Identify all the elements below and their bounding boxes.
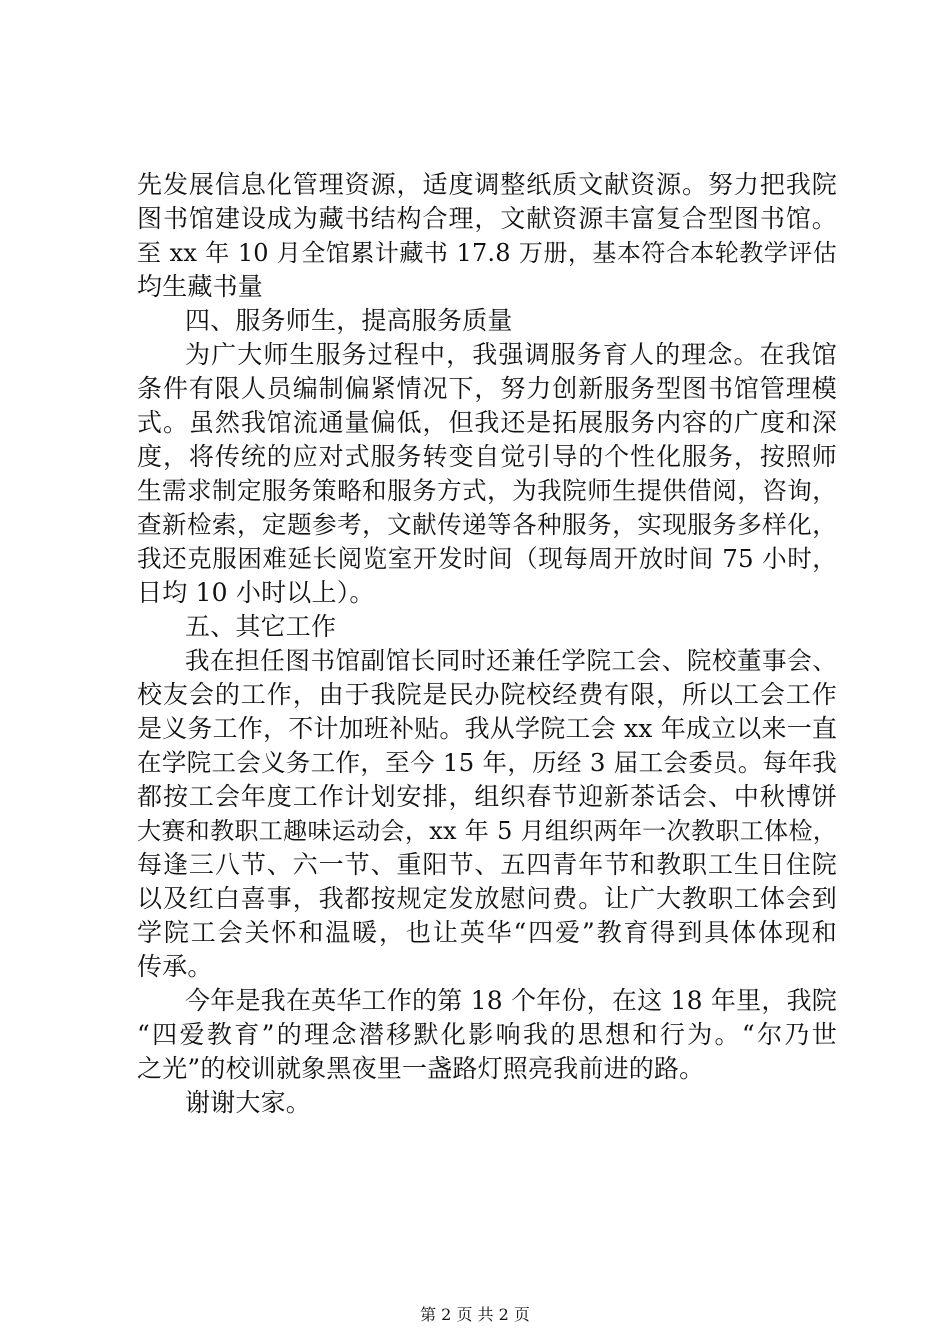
text-line: 大赛和教职工趣味运动会，xx 年 5 月组织两年一次教职工体检， <box>137 817 837 845</box>
page-footer: 第 2 页 共 2 页 <box>420 1305 530 1324</box>
text-line: 在学院工会义务工作，至今 15 年，历经 3 届工会委员。每年我 <box>137 748 837 777</box>
text-line: 每逢三八节、六一节、重阳节、五四青年节和教职工生日住院 <box>137 850 837 879</box>
text-line: 我在担任图书馆副馆长同时还兼任学院工会、院校董事会、 <box>185 646 837 675</box>
text-line: 五、其它工作 <box>185 612 337 641</box>
document-body <box>137 168 837 1120</box>
text-line: 学院工会关怀和温暖，也让英华“四爱”教育得到具体体现和 <box>137 918 837 947</box>
text-line: “四爱教育”的理念潜移默化影响我的思想和行为。“尔乃世 <box>137 1020 837 1049</box>
text-line: 式。虽然我馆流通量偏低，但我还是拓展服务内容的广度和深 <box>137 408 837 437</box>
text-line: 都按工会年度工作计划安排，组织春节迎新茶话会、中秋博饼 <box>137 782 837 811</box>
text-line: 日均 10 小时以上）。 <box>137 578 375 607</box>
text-line: 是义务工作，不计加班补贴。我从学院工会 xx 年成立以来一直 <box>137 714 838 743</box>
text-line: 度，将传统的应对式服务转变自觉引导的个性化服务，按照师 <box>137 442 837 471</box>
text-line: 图书馆建设成为藏书结构合理，文献资源丰富复合型图书馆。 <box>137 204 837 233</box>
text-line: 先发展信息化管理资源，适度调整纸质文献资源。努力把我院 <box>137 170 837 199</box>
text-line: 今年是我在英华工作的第 18 个年份，在这 18 年里，我院 <box>185 986 837 1015</box>
text-line: 谢谢大家。 <box>185 1088 312 1117</box>
text-line: 均生藏书量 <box>137 272 264 301</box>
text-line: 至 xx 年 10 月全馆累计藏书 17.8 万册，基本符合本轮教学评估 <box>137 239 837 267</box>
text-line: 为广大师生服务过程中，我强调服务育人的理念。在我馆 <box>185 340 837 369</box>
text-line: 生需求制定服务策略和服务方式，为我院师生提供借阅，咨询， <box>137 476 837 505</box>
text-line: 以及红白喜事，我都按规定发放慰问费。让广大教职工体会到 <box>137 884 837 913</box>
text-line: 查新检索，定题参考，文献传递等各种服务，实现服务多样化， <box>137 510 837 539</box>
text-line: 传承。 <box>137 952 213 981</box>
text-line: 校友会的工作，由于我院是民办院校经费有限，所以工会工作 <box>137 680 837 709</box>
text-line: 我还克服困难延长阅览室开发时间（现每周开放时间 75 小时， <box>137 544 837 573</box>
text-line: 条件有限人员编制偏紧情况下，努力创新服务型图书馆管理模 <box>137 374 837 403</box>
text-line: 四、服务师生，提高服务质量 <box>185 306 513 335</box>
text-line: 之光”的校训就象黑夜里一盏路灯照亮我前进的路。 <box>137 1054 705 1083</box>
